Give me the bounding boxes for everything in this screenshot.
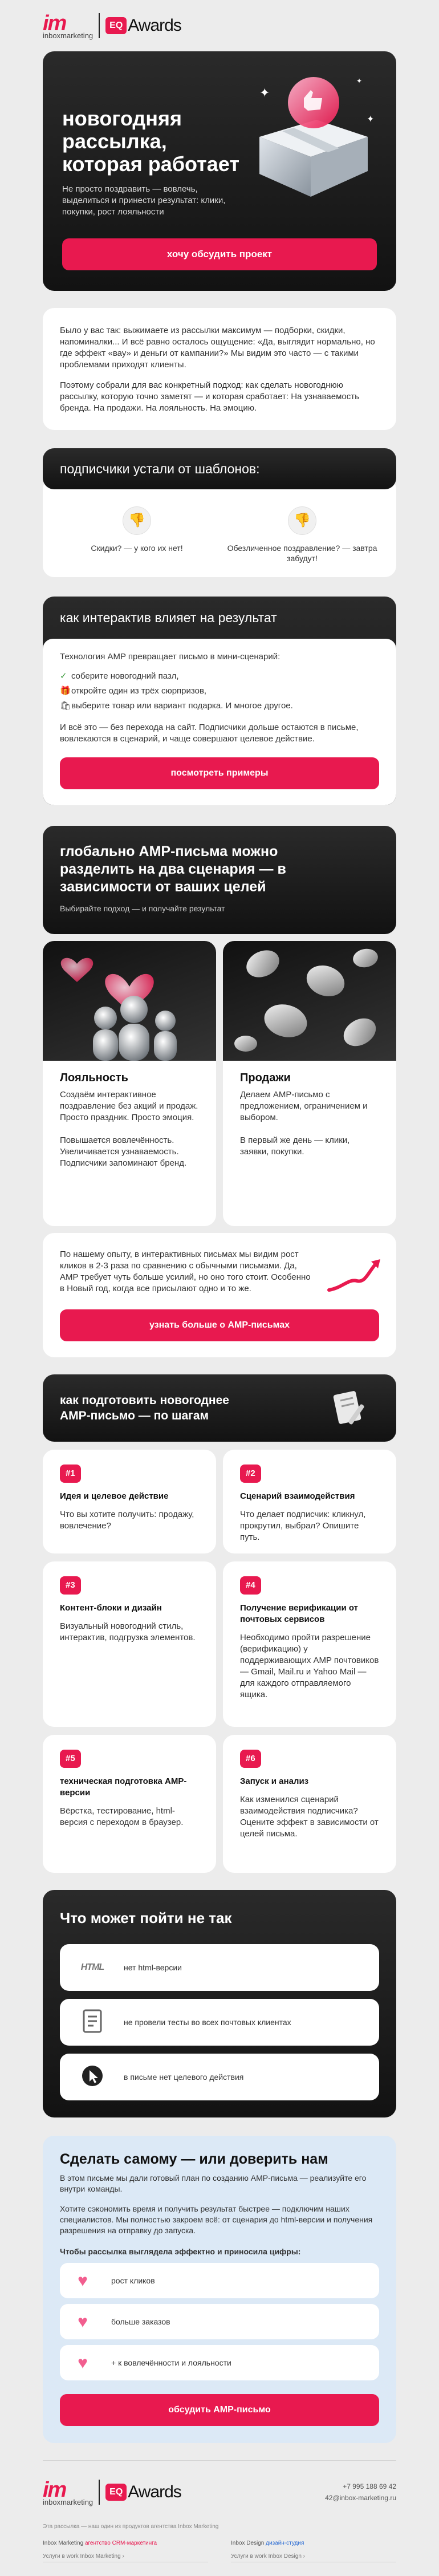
hero-title: новогодняя рассылка, которая работает [62, 107, 239, 176]
thumbs-down-icon: 👎 [123, 506, 151, 535]
discuss-amp-button[interactable]: обсудить AMP-письмо [60, 2394, 379, 2426]
eq-awards-logo[interactable] [105, 16, 181, 35]
wrong-title: Что может пойти не так [60, 1909, 232, 1926]
wrong-item-text: не провели тесты во всех почтовых клиентах [124, 2018, 291, 2027]
step-text: Что делает подписчик: кликнул, прокрутил, выбрал? Опишите путь. [240, 1510, 366, 1542]
scenarios-title: глобально AMP-письма можно разделить на два сценария — в зависимости от ваших целей [60, 843, 286, 895]
step-title: Получение верификации от почтовых сервисов [240, 1603, 358, 1624]
wrong-item [60, 1944, 379, 1991]
step-card [223, 1735, 396, 1873]
scenario-card-loyalty [43, 941, 216, 1226]
tired-item-text: Скидки? — у кого их нет! [91, 543, 183, 553]
diy-section [43, 2136, 396, 2443]
scenario-p2: В первый же день — клики, заявки, покупки. [240, 1135, 350, 1157]
interactive-outro: И всё это — без перехода на сайт. Подписчики дольше остаются в письме, вовлекаются в сценарий, и чаще совершают целевое действие. [60, 723, 359, 744]
interactive-body [43, 639, 396, 805]
document-pen-icon [328, 1386, 373, 1431]
logo-divider [99, 13, 100, 38]
hero-subtitle: Не просто поздравить — вовлечь, выделиться и принести результат: клики, покупки, рост лояльности [62, 184, 226, 217]
step-title: Запуск и анализ [240, 1776, 309, 1786]
html-tag-icon: HTML [80, 1962, 104, 1972]
step-card [43, 1450, 216, 1553]
steps-grid [43, 1442, 396, 1873]
step-title: Контент-блоки и дизайн [60, 1603, 162, 1613]
step-number-badge: #5 [60, 1750, 81, 1768]
interactive-header [43, 597, 396, 639]
diy-item [60, 2263, 379, 2298]
step-title: Сценарий взаимодействия [240, 1491, 355, 1501]
diy-item-text: рост кликов [111, 2275, 155, 2285]
step-number-badge: #2 [240, 1465, 261, 1483]
hero-banner [43, 51, 396, 291]
experience-text: По нашему опыту, в интерактивных письмах мы видим рост кликов в 2-3 раза по сравнению с обычными письмами. Да, AMP требует чуть больше усилий, но оно того стоит. Особенно в Новый год, когда все присылают одно и то же. [60, 1250, 311, 1293]
wrong-item-text: в письме нет целевого действия [124, 2072, 244, 2082]
diy-item [60, 2304, 379, 2339]
footer-columns [43, 2540, 396, 2562]
tired-title: подписчики устали от шаблонов: [60, 461, 260, 476]
footer-logos [43, 2479, 181, 2506]
step-card [43, 1735, 216, 1873]
gift-icon: 🎁 [60, 686, 71, 696]
step-number-badge: #4 [240, 1576, 261, 1595]
footer-contacts [325, 2481, 396, 2504]
inbox-marketing-logo[interactable] [43, 13, 93, 39]
diy-title: Сделать самому — или доверить нам [60, 2151, 328, 2167]
footer-link-marketing[interactable]: агентство CRM-маркетинга [84, 2540, 157, 2546]
step-number-badge: #1 [60, 1465, 81, 1483]
what-can-go-wrong-section [43, 1890, 396, 2117]
footer-phone[interactable]: +7 995 188 69 42 [343, 2482, 396, 2490]
footer-select-design[interactable]: Услуги в work Inbox Design › [231, 2553, 396, 2562]
diy-paragraph-2: Хотите сэкономить время и получить результат быстрее — подключим наших специалистов. Мы полностью закроем всё: от сценария до html-версии и получения разрешения на отправку до запуска. [60, 2204, 373, 2235]
footer-email[interactable]: 42@inbox-marketing.ru [325, 2494, 396, 2502]
scenario-title: Продажи [240, 1072, 291, 1084]
learn-more-amp-button[interactable]: узнать больше о AMP-письмах [60, 1309, 379, 1341]
scenarios-row [43, 941, 396, 1226]
scenario-image [43, 941, 216, 1061]
tired-card [43, 478, 396, 577]
eq-awards-logo[interactable] [105, 2482, 181, 2502]
tired-header [43, 448, 396, 489]
scenario-image [223, 941, 396, 1061]
silver-figures-icon [43, 941, 216, 1061]
step-number-badge: #3 [60, 1576, 81, 1595]
steps-header [43, 1374, 396, 1442]
growth-arrow-icon [326, 1256, 383, 1296]
thumbs-down-icon: 👎 [288, 506, 316, 535]
step-number-badge: #6 [240, 1750, 261, 1768]
eq-badge: EQ [105, 2484, 127, 2501]
gift-box-icon [237, 63, 391, 205]
heart-icon: ♥ [78, 2271, 88, 2290]
tired-item-text: Обезличенное поздравление? — завтра забудут! [227, 543, 377, 563]
intro-card [43, 308, 396, 430]
diy-goal: Чтобы рассылка выглядела эффектно и приносила цифры: [60, 2247, 301, 2256]
scenario-card-sales [223, 941, 396, 1226]
scenarios-header [43, 826, 396, 934]
svg-text:✦: ✦ [356, 77, 363, 85]
list-item: ✓ соберите новогодний пазл, [60, 671, 179, 681]
step-text: Как изменился сценарий взаимодействия подписчика? Оцените эффект в зависимости от целей письма. [240, 1795, 379, 1839]
intro-paragraph-1: Было у вас так: выжимаете из рассылки максимум — подборки, скидки, напоминалки... И всё равно осталось ощущение: «Да, выглядит нормально, но где эффект «вау» и деньги от кампании?» Мы видим это часто — с такими проблемами приходят клиенты. [60, 326, 375, 370]
scenario-p1: Делаем AMP-письмо с предложением, ограничением и выбором. [240, 1090, 368, 1122]
logo-im-sub: inboxmarketing [43, 2497, 94, 2506]
tired-item [225, 506, 379, 563]
wrong-item [60, 2054, 379, 2100]
puzzle-icon: ✓ [60, 671, 67, 681]
footer-select-marketing[interactable]: Услуги в work Inbox Marketing › [43, 2553, 208, 2562]
scenario-p2: Повышается вовлечённость. Увеличивается узнаваемость. Подписчики запоминают бренд. [60, 1135, 187, 1168]
step-card [223, 1450, 396, 1553]
eq-word: Awards [128, 16, 181, 35]
eq-badge: EQ [105, 17, 127, 34]
svg-text:✦: ✦ [259, 86, 270, 100]
inbox-marketing-logo[interactable] [43, 2479, 93, 2506]
logo-im-mark: im [43, 11, 66, 35]
footer-note: Эта рассылка — наш один из продуктов агентства Inbox Marketing [43, 2524, 219, 2530]
cursor-click-icon [75, 2064, 110, 2090]
step-title: техническая подготовка AMP-версии [60, 1776, 187, 1798]
step-card [223, 1561, 396, 1727]
list-item: 🛍выберите товар или вариант подарка. И многое другое. [60, 701, 293, 711]
scenario-p1: Создаём интерактивное поздравление без акций и продаж. Просто праздник. Просто эмоция. [60, 1090, 198, 1122]
scenario-title: Лояльность [60, 1072, 128, 1084]
diy-item [60, 2345, 379, 2380]
steps-title: как подготовить новогоднее AMP-письмо — по шагам [60, 1394, 229, 1422]
logo-im-sub: inboxmarketing [43, 31, 94, 40]
shopping-bag-icon: 🛍 [60, 701, 71, 711]
wrong-item-text: нет html-версии [124, 1963, 182, 1972]
checklist-icon [75, 2009, 110, 2037]
heart-icon: ♥ [78, 2353, 88, 2372]
step-text: Визуальный новогодний стиль, интерактив, подгрузка элементов. [60, 1621, 196, 1642]
footer-link-design[interactable]: дизайн-студия [266, 2540, 304, 2546]
step-text: Необходимо пройти разрешение (верификацию) у поддерживающих AMP почтовиков — Gmail, Mail.ru и Yahoo Mail — для каждого отправляемого ящика. [240, 1633, 379, 1699]
eq-word: Awards [128, 2482, 181, 2501]
footer-top [43, 2472, 396, 2512]
footer-col-marketing: Inbox Marketing агентство CRM-маркетинга Услуги в work Inbox Marketing › [43, 2540, 208, 2562]
discuss-project-button[interactable]: хочу обсудить проект [62, 238, 377, 270]
interactive-title: как интерактив влияет на результат [60, 610, 277, 625]
step-text: Что вы хотите получить: продажу, вовлечение? [60, 1510, 194, 1531]
intro-paragraph-2: Поэтому собрали для вас конкретный подход: как сделать новогоднюю рассылку, которую точно заметят — и которая сработает: На узнаваемость бренда. На продажи. На лояльность. На эмоцию. [60, 380, 359, 413]
scenarios-subtitle: Выбирайте подход — и получайте результат [60, 904, 225, 913]
logo-im-mark: im [43, 2477, 66, 2502]
view-examples-button[interactable]: посмотреть примеры [60, 757, 379, 789]
diy-item-text: + к вовлечённости и лояльности [111, 2358, 231, 2367]
step-card [43, 1561, 216, 1727]
interactive-lead: Технология AMP превращает письмо в мини-сценарий: [60, 652, 281, 662]
scenario-text [43, 1061, 216, 1181]
tired-item [60, 506, 214, 563]
list-item: 🎁откройте один из трёх сюрпризов, [60, 686, 207, 696]
header [43, 0, 396, 51]
step-title: Идея и целевое действие [60, 1491, 169, 1501]
svg-text:✦: ✦ [367, 115, 375, 124]
experience-card [43, 1233, 396, 1357]
footer [43, 2460, 396, 2562]
diy-item-text: больше заказов [111, 2317, 170, 2326]
heart-icon: ♥ [78, 2312, 88, 2331]
scenario-text [223, 1061, 396, 1169]
footer-col-design: Inbox Design дизайн-студия Услуги в work Inbox Design › [231, 2540, 396, 2562]
wrong-item [60, 1999, 379, 2046]
coins-icon [223, 941, 396, 1061]
interactive-section [43, 597, 396, 805]
diy-paragraph-1: В этом письме мы дали готовый план по созданию AMP-письма — реализуйте его внутри команды. [60, 2173, 367, 2193]
step-text: Вёрстка, тестирование, html-версия с переходом в браузер. [60, 1806, 184, 1827]
logo-divider [99, 2480, 100, 2505]
